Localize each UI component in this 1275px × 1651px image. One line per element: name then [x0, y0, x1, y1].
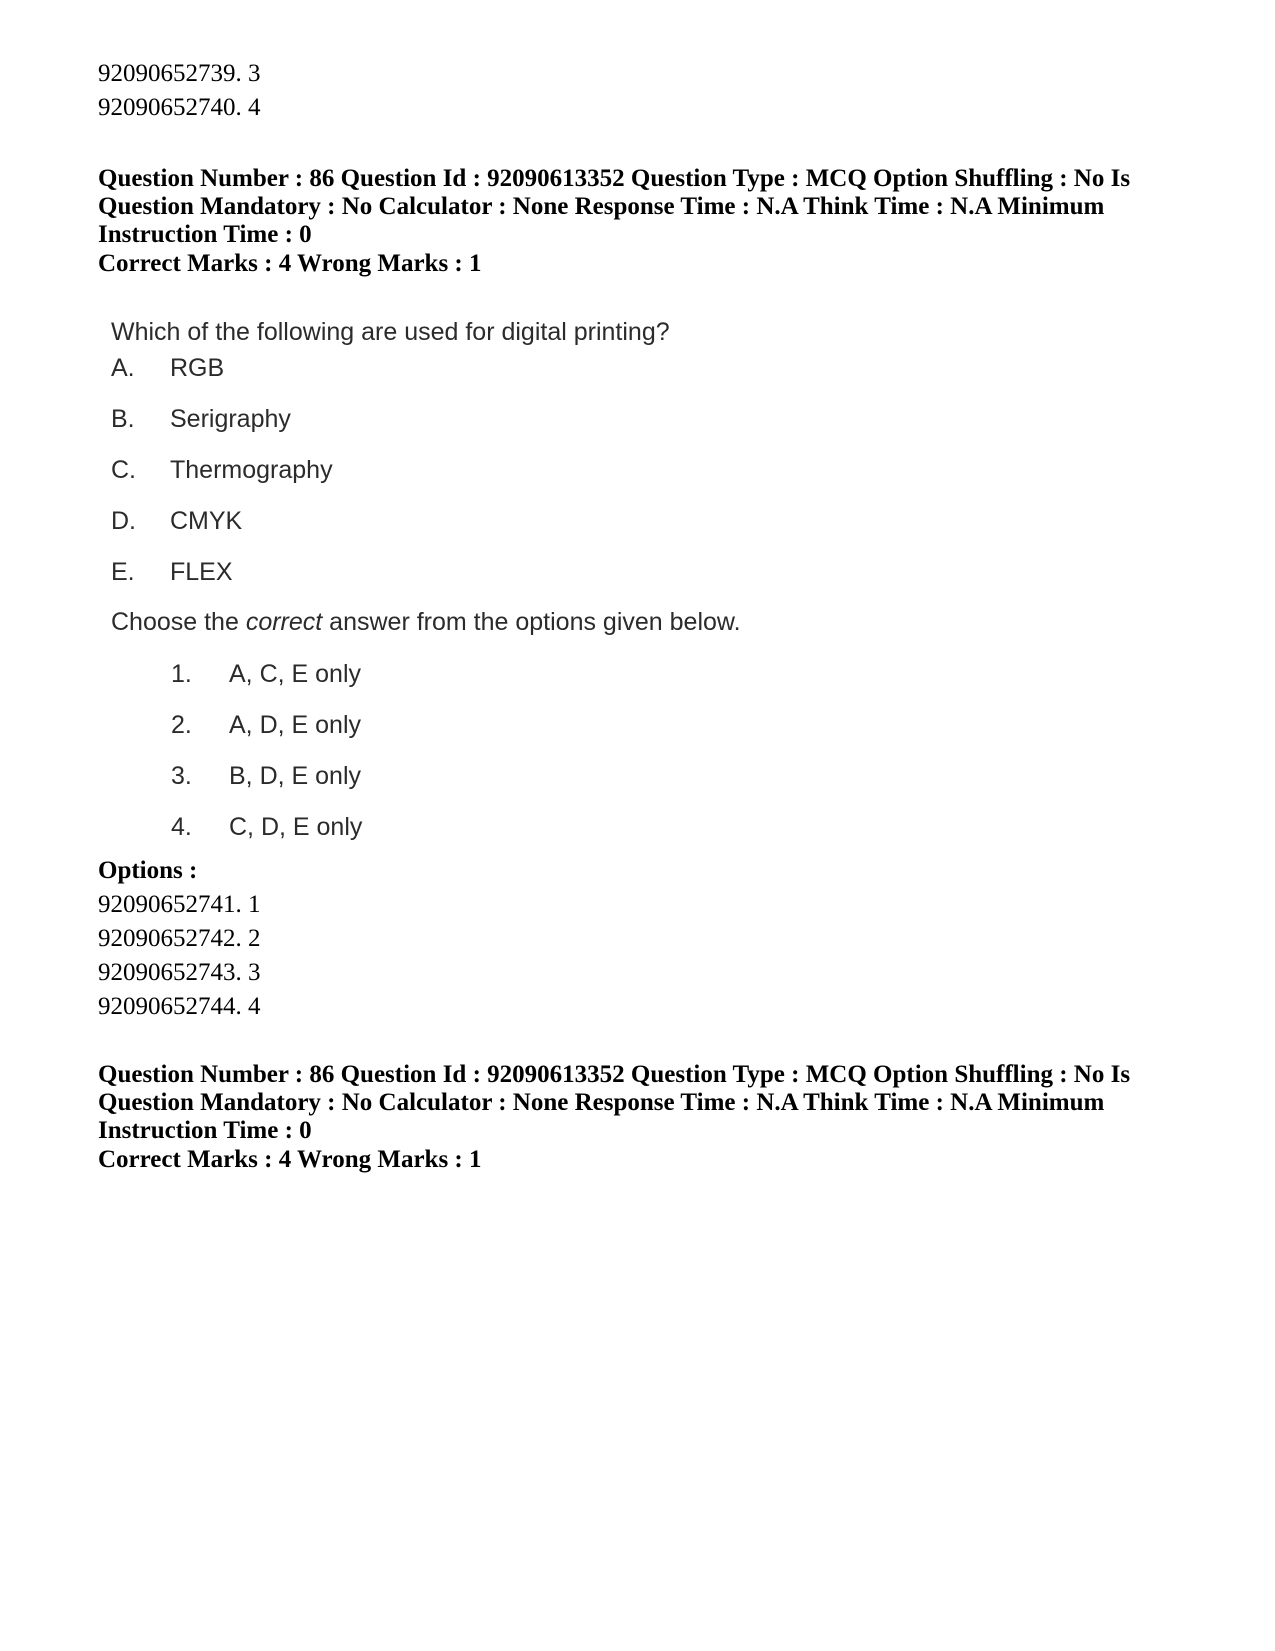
answer-number: 2.: [171, 711, 192, 739]
answer-number: 4.: [171, 813, 192, 841]
answer-number: 3.: [171, 762, 192, 790]
answer-choice: [171, 660, 361, 689]
statement-letter: D.: [111, 507, 136, 535]
statement-item: [111, 558, 233, 587]
question-marks: Correct Marks : 4 Wrong Marks : 1: [98, 1146, 482, 1173]
answer-choice: [171, 711, 361, 740]
answer-number: 1.: [171, 660, 192, 688]
answer-choice: [171, 813, 362, 842]
answer-text: A, D, E only: [229, 711, 361, 739]
statement-item: [111, 354, 224, 383]
statement-text: FLEX: [170, 558, 233, 586]
answer-choice: [171, 762, 361, 791]
statement-item: [111, 405, 291, 434]
question-meta: Question Number : 86 Question Id : 92090613352 Question Type : MCQ Option Shuffling : No Is Question Mandatory : No Calculator : None Response Time : N.A Think Time : N.A Minimum Instruction Time : 0: [98, 165, 1131, 248]
statement-item: [111, 507, 242, 536]
statement-text: CMYK: [170, 507, 243, 535]
question-stem: Which of the following are used for digital printing?: [111, 318, 670, 346]
answer-text: B, D, E only: [229, 762, 361, 790]
question-image: [98, 308, 798, 888]
question-marks: Correct Marks : 4 Wrong Marks : 1: [98, 250, 482, 277]
choose-suffix: answer from the options given below.: [322, 608, 741, 636]
statement-letter: E.: [111, 558, 135, 586]
statement-text: Serigraphy: [170, 405, 291, 433]
option-line: 92090652741. 1: [98, 891, 261, 918]
previous-options: [98, 57, 261, 125]
choose-instruction: [111, 608, 741, 637]
options-section: [98, 854, 261, 1024]
question-meta: Question Number : 86 Question Id : 92090613352 Question Type : MCQ Option Shuffling : No Is Question Mandatory : No Calculator : None Response Time : N.A Think Time : N.A Minimum Instruction Time : 0: [98, 1061, 1131, 1144]
answer-text: A, C, E only: [229, 660, 361, 688]
statement-letter: A.: [111, 354, 135, 382]
choose-prefix: Choose the: [111, 608, 246, 636]
statement-text: Thermography: [170, 456, 333, 484]
option-line: 92090652742. 2: [98, 925, 261, 952]
statement-letter: C.: [111, 456, 136, 484]
option-line: 92090652744. 4: [98, 993, 261, 1020]
choose-emphasis: correct: [245, 608, 323, 636]
statement-item: [111, 456, 333, 485]
option-line: 92090652740. 4: [98, 94, 261, 121]
option-line: 92090652743. 3: [98, 959, 261, 986]
options-heading: Options :: [98, 857, 198, 884]
statement-text: RGB: [170, 354, 225, 382]
answer-text: C, D, E only: [229, 813, 363, 841]
option-line: 92090652739. 3: [98, 60, 261, 87]
statement-letter: B.: [111, 405, 135, 433]
